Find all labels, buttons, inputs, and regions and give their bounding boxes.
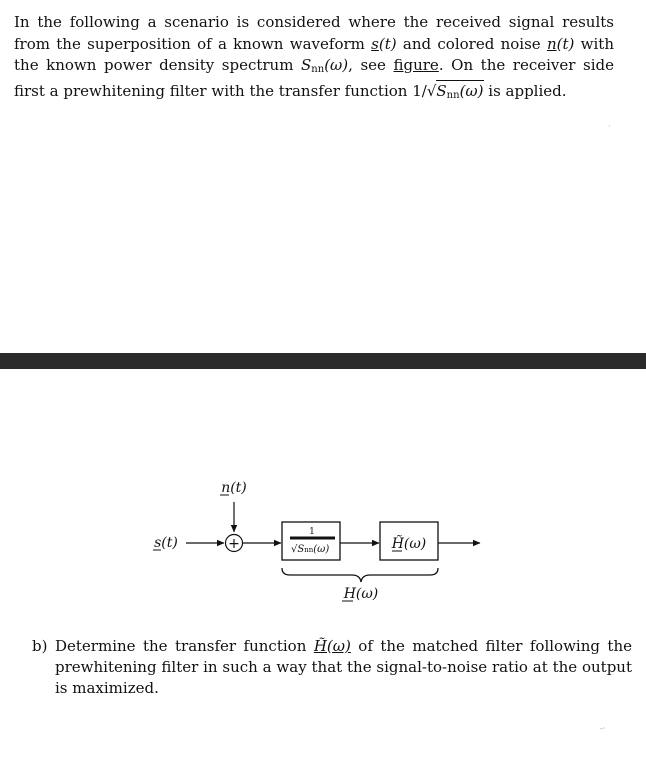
psd-symbol: S [436, 81, 447, 100]
input-label: s(t) [154, 535, 178, 551]
time-argument: (t) [556, 34, 575, 53]
matched-filter-label: H̃(ω) [391, 536, 427, 552]
scan-speck: -· [600, 724, 606, 733]
intro-text-3: with the known power density spectrum [14, 34, 614, 74]
intro-text-4: , see [348, 56, 394, 74]
overall-brace [282, 568, 438, 582]
psd-subscript: nn [311, 64, 325, 75]
adder-symbol: + [228, 536, 240, 552]
figure-link[interactable]: figure [393, 56, 439, 74]
prewhitening-den-arg: (ω) [313, 544, 330, 555]
prewhitening-den-main: √S [291, 544, 305, 555]
omega-argument: (ω) [459, 81, 484, 100]
block-diagram [130, 470, 510, 610]
prewhitening-numerator: 1 [309, 527, 315, 537]
noise-label: n(t) [221, 480, 247, 496]
scan-speck: · [608, 122, 611, 131]
one-over: 1/ [412, 81, 427, 100]
overall-transfer-label: H(ω) [343, 586, 379, 602]
time-argument: (t) [378, 34, 397, 53]
question-text [55, 636, 632, 699]
question-label: b) [32, 637, 48, 655]
intro-text-5: . On the receiver side first a prewhitening filter with the transfer function [14, 56, 614, 100]
intro-text-6: is applied. [483, 81, 567, 100]
psd-subscript: nn [446, 89, 460, 101]
question-b [32, 636, 632, 699]
question-text-2: of the matched filter following the prewhitening filter in such a way that the signal-to-noise ratio at the output is maximized. [55, 637, 632, 697]
intro-paragraph [14, 12, 614, 106]
prewhitening-den-sub: nn [304, 546, 314, 554]
signal-symbol: s [371, 34, 379, 53]
separator-bar [0, 353, 646, 369]
matched-filter-symbol: H̃(ω) [313, 637, 351, 655]
question-text-1: Determine the transfer function [55, 637, 314, 655]
sqrt-sign: √ [426, 81, 437, 100]
prewhitening-denominator [291, 544, 329, 555]
psd-symbol: S [301, 56, 312, 74]
sqrt-argument [436, 80, 483, 100]
omega-argument: (ω) [324, 56, 349, 74]
noise-symbol: n [546, 34, 557, 53]
intro-text-2: and colored noise [396, 34, 547, 53]
intro-text-1: In the following a scenario is considered where the received signal results from the superposition of a known waveform [14, 13, 614, 53]
